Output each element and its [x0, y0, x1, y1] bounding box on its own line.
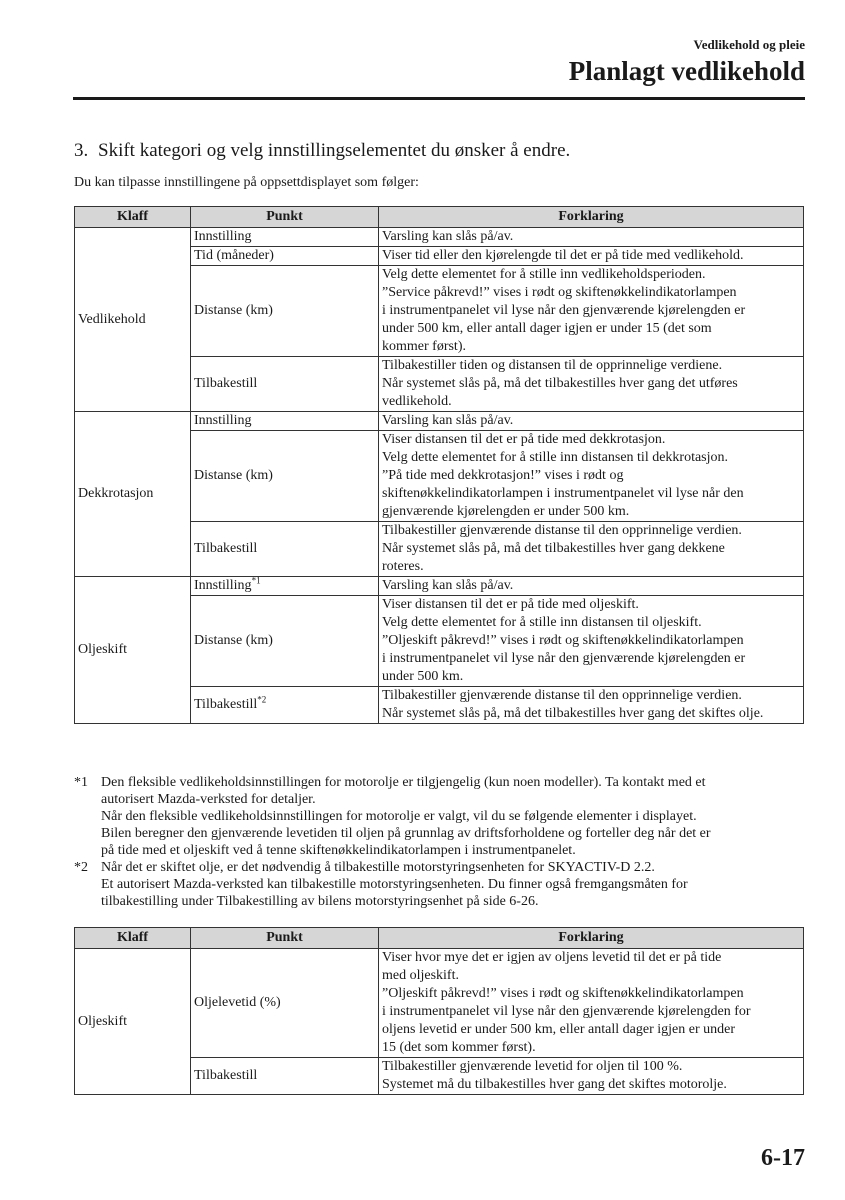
- punkt-cell: [191, 596, 379, 687]
- footnote-line: Bilen beregner den gjenværende levetiden til oljen på grunnlag av driftsforholdene og forteller deg når det er: [101, 826, 711, 841]
- forklaring-line: Når systemet slås på, må det tilbakestilles hver gang det skiftes olje.: [382, 706, 764, 721]
- punkt-cell: [191, 412, 379, 431]
- forklaring-line: Tilbakestiller gjenværende levetid for oljen til 100 %.: [382, 1059, 683, 1074]
- step-instruction: [74, 140, 570, 162]
- forklaring-line: Når systemet slås på, må det tilbakestilles hver gang det utføres: [382, 376, 738, 391]
- header-klaff: Klaff: [75, 207, 191, 228]
- klaff-cell: Vedlikehold: [75, 228, 191, 412]
- forklaring-cell: [379, 687, 804, 724]
- footnote-text: [101, 859, 809, 910]
- forklaring-cell: [379, 596, 804, 687]
- forklaring-line: ”Oljeskift påkrevd!” vises i rødt og skiftenøkkelindikatorlampen: [382, 986, 744, 1001]
- oil-life-table: [74, 927, 804, 1095]
- table-header-row: [75, 928, 804, 949]
- punkt-cell: [191, 266, 379, 357]
- forklaring-line: skiftenøkkelindikatorlampen i instrumentpanelet vil lyse når den: [382, 486, 744, 501]
- forklaring-line: vedlikehold.: [382, 394, 452, 409]
- footnote-line: autorisert Mazda-verksted for detaljer.: [101, 792, 316, 807]
- punkt-label: Distanse (km): [194, 468, 273, 483]
- forklaring-line: Varsling kan slås på/av.: [382, 413, 514, 428]
- forklaring-line: Viser distansen til det er på tide med oljeskift.: [382, 597, 639, 612]
- forklaring-line: 15 (det som kommer først).: [382, 1040, 536, 1055]
- forklaring-line: under 500 km.: [382, 669, 464, 684]
- punkt-cell: [191, 357, 379, 412]
- forklaring-line: Når systemet slås på, må det tilbakestilles hver gang dekkene: [382, 541, 725, 556]
- forklaring-cell: [379, 1058, 804, 1095]
- forklaring-cell: [379, 247, 804, 266]
- punkt-label: Distanse (km): [194, 633, 273, 648]
- page-title: Planlagt vedlikehold: [568, 56, 805, 86]
- punkt-label: Tilbakestill: [194, 697, 258, 712]
- header-divider: [73, 97, 805, 100]
- forklaring-line: i instrumentpanelet vil lyse når den gjenværende kjørelengden er: [382, 651, 746, 666]
- forklaring-line: Viser hvor mye det er igjen av oljens levetid til det er på tide: [382, 950, 722, 965]
- forklaring-line: Velg dette elementet for å stille inn distansen til dekkrotasjon.: [382, 450, 729, 465]
- header-forklaring: Forklaring: [379, 207, 804, 228]
- footnotes: [74, 774, 809, 910]
- punkt-cell: [191, 949, 379, 1058]
- footnote-line: Den fleksible vedlikeholdsinnstillingen for motorolje er tilgjengelig (kun noen modeller). Ta kontakt med et: [101, 775, 706, 790]
- forklaring-line: Tilbakestiller gjenværende distanse til den opprinnelige verdien.: [382, 523, 742, 538]
- footnote-marker: *1: [74, 775, 88, 790]
- forklaring-line: under 500 km, eller antall dager igjen er under 15 (det som: [382, 321, 712, 336]
- forklaring-cell: [379, 522, 804, 577]
- table-header-row: [75, 207, 804, 228]
- footnote-line: på tide med et oljeskift ved å tenne skiftenøkkelindikatorlampen i instrumentpanelet.: [101, 843, 576, 858]
- intro-text: Du kan tilpasse innstillingene på oppsettdisplayet som følger:: [74, 175, 419, 190]
- punkt-label: Tilbakestill: [194, 1068, 258, 1083]
- forklaring-line: Systemet må du tilbakestilles hver gang det skiftes motorolje.: [382, 1077, 727, 1092]
- punkt-label: Innstilling: [194, 413, 252, 428]
- punkt-label: Oljelevetid (%): [194, 995, 281, 1010]
- forklaring-line: i instrumentpanelet vil lyse når den gjenværende kjørelengden for: [382, 1004, 751, 1019]
- footnote-ref: *2: [257, 694, 267, 705]
- forklaring-cell: [379, 431, 804, 522]
- forklaring-cell: [379, 949, 804, 1058]
- forklaring-line: oljens levetid er under 500 km, eller antall dager igjen er under: [382, 1022, 735, 1037]
- step-number: 3.: [74, 140, 89, 161]
- table-row: [75, 577, 804, 596]
- table-row: [75, 412, 804, 431]
- table-body: [75, 228, 804, 724]
- forklaring-line: ”På tide med dekkrotasjon!” vises i rødt og: [382, 468, 624, 483]
- settings-table: [74, 206, 804, 724]
- punkt-cell: [191, 431, 379, 522]
- punkt-cell: [191, 247, 379, 266]
- forklaring-line: Velg dette elementet for å stille inn vedlikeholdsperioden.: [382, 267, 706, 282]
- forklaring-cell: [379, 266, 804, 357]
- forklaring-cell: [379, 228, 804, 247]
- forklaring-line: Varsling kan slås på/av.: [382, 578, 514, 593]
- punkt-cell: [191, 577, 379, 596]
- step-text: Skift kategori og velg innstillingselementet du ønsker å endre.: [98, 140, 571, 161]
- forklaring-line: Tilbakestiller gjenværende distanse til den opprinnelige verdien.: [382, 688, 742, 703]
- punkt-cell: [191, 687, 379, 724]
- forklaring-cell: [379, 357, 804, 412]
- punkt-label: Tid (måneder): [194, 248, 274, 263]
- page-number: 6-17: [761, 1145, 805, 1171]
- forklaring-line: ”Oljeskift påkrevd!” vises i rødt og skiftenøkkelindikatorlampen: [382, 633, 744, 648]
- header-punkt: Punkt: [191, 207, 379, 228]
- forklaring-line: Viser distansen til det er på tide med dekkrotasjon.: [382, 432, 666, 447]
- forklaring-line: Tilbakestiller tiden og distansen til de opprinnelige verdiene.: [382, 358, 723, 373]
- forklaring-line: Velg dette elementet for å stille inn distansen til oljeskift.: [382, 615, 702, 630]
- klaff-cell: Dekkrotasjon: [75, 412, 191, 577]
- forklaring-line: Viser tid eller den kjørelengde til det er på tide med vedlikehold.: [382, 248, 744, 263]
- header-klaff: Klaff: [75, 928, 191, 949]
- klaff-cell: Oljeskift: [75, 949, 191, 1095]
- footnote-ref: *1: [251, 575, 261, 586]
- footnote: [74, 774, 809, 859]
- punkt-label: Tilbakestill: [194, 541, 258, 556]
- forklaring-cell: [379, 577, 804, 596]
- forklaring-line: med oljeskift.: [382, 968, 459, 983]
- table-row: [75, 228, 804, 247]
- header-punkt: Punkt: [191, 928, 379, 949]
- punkt-label: Innstilling: [194, 229, 252, 244]
- punkt-cell: [191, 1058, 379, 1095]
- footnote-line: Et autorisert Mazda-verksted kan tilbakestille motorstyringsenheten. Du finner også fremgangsmåten for: [101, 877, 688, 892]
- footnote-line: Når den fleksible vedlikeholdsinnstillingen for motorolje er valgt, vil du se følgende elementer i displayet.: [101, 809, 697, 824]
- punkt-cell: [191, 522, 379, 577]
- table-body: [75, 949, 804, 1095]
- forklaring-line: gjenværende kjørelengden er under 500 km.: [382, 504, 630, 519]
- klaff-cell: Oljeskift: [75, 577, 191, 724]
- forklaring-line: kommer først).: [382, 339, 466, 354]
- forklaring-line: ”Service påkrevd!” vises i rødt og skiftenøkkelindikatorlampen: [382, 285, 737, 300]
- table-row: [75, 949, 804, 1058]
- punkt-label: Innstilling: [194, 578, 252, 593]
- footnote-line: tilbakestilling under Tilbakestilling av bilens motorstyringsenhet på side 6-26.: [101, 894, 539, 909]
- footnote: [74, 859, 809, 910]
- footnote-text: [101, 774, 809, 859]
- forklaring-line: i instrumentpanelet vil lyse når den gjenværende kjørelengden er: [382, 303, 746, 318]
- section-header: Vedlikehold og pleie: [693, 37, 805, 52]
- forklaring-line: roteres.: [382, 559, 424, 574]
- forklaring-cell: [379, 412, 804, 431]
- footnote-marker: *2: [74, 860, 88, 875]
- forklaring-line: Varsling kan slås på/av.: [382, 229, 514, 244]
- punkt-label: Distanse (km): [194, 303, 273, 318]
- header-forklaring: Forklaring: [379, 928, 804, 949]
- footnote-line: Når det er skiftet olje, er det nødvendig å tilbakestille motorstyringsenheten for SKYACTIV-D 2.2.: [101, 860, 655, 875]
- punkt-label: Tilbakestill: [194, 376, 258, 391]
- punkt-cell: [191, 228, 379, 247]
